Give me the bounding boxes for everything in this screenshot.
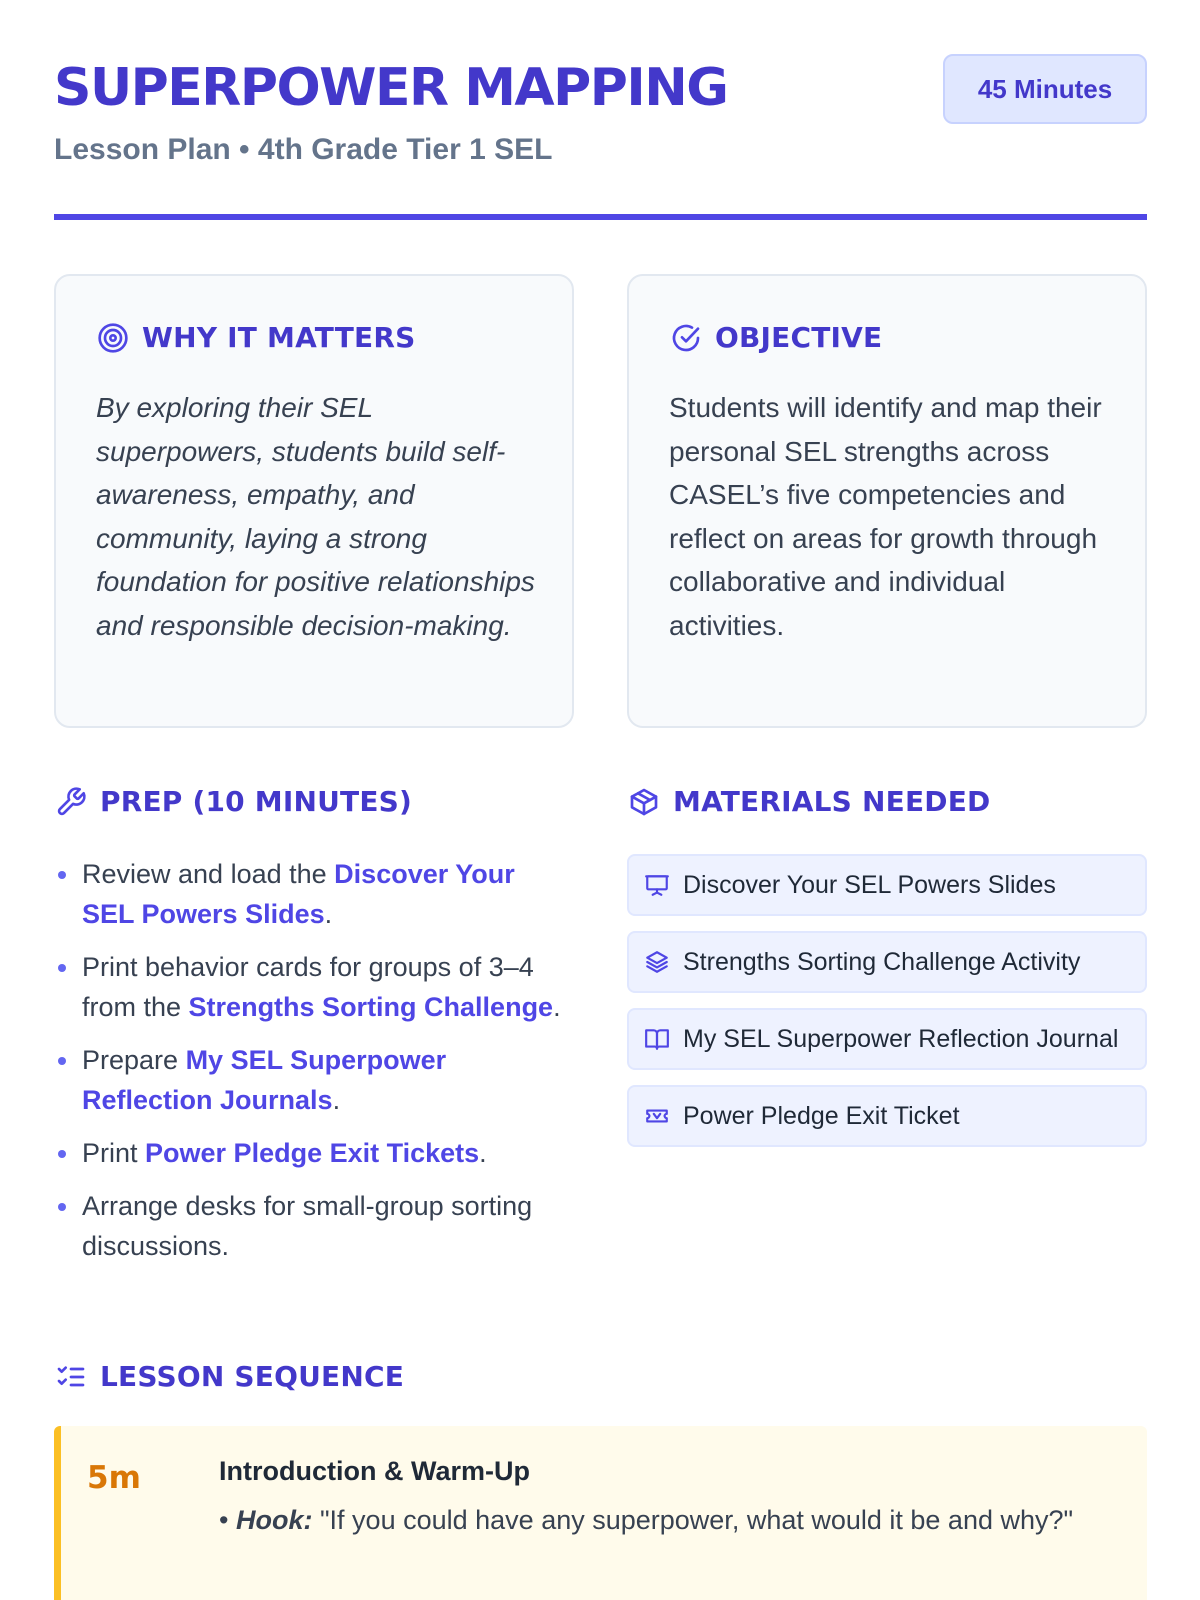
objective-title: OBJECTIVE: [715, 321, 883, 354]
hook-label: Hook:: [235, 1505, 313, 1535]
materials-title: MATERIALS NEEDED: [673, 785, 991, 818]
materials-header: [627, 780, 1147, 824]
prep-item: [54, 1040, 574, 1120]
materials-section: [627, 780, 1147, 1162]
objective-card: [627, 274, 1147, 728]
prep-item-text: Review and load the: [82, 859, 335, 889]
prep-item-link[interactable]: Strengths Sorting Challenge: [188, 992, 554, 1022]
header-divider: [54, 214, 1147, 220]
objective-text: Students will identify and map their personal SEL strengths across CASEL’s five competencies and reflect on areas for growth through collaborative and individual activities.: [669, 392, 1102, 641]
prep-list: [54, 854, 574, 1266]
layers-icon: [643, 948, 671, 976]
why-it-matters-card: [54, 274, 574, 728]
step-hook: • Hook: "If you could have any superpower, what would it be and why?": [219, 1505, 1074, 1535]
prep-item-link[interactable]: My SEL Superpower Reflection Journals: [82, 1045, 447, 1115]
duration-badge: 45 Minutes: [943, 54, 1147, 124]
target-icon: [96, 321, 130, 355]
materials-list: [627, 854, 1147, 1147]
check-circle-icon: [669, 321, 703, 355]
book-icon: [643, 1025, 671, 1053]
step-title: Introduction & Warm-Up: [219, 1456, 530, 1486]
material-label: Power Pledge Exit Ticket: [683, 1101, 960, 1130]
prep-item: [54, 947, 574, 1027]
prep-header: [54, 780, 574, 824]
header: [54, 54, 1147, 220]
presentation-icon: [643, 871, 671, 899]
prep-item-link[interactable]: Power Pledge Exit Tickets: [145, 1138, 480, 1168]
material-label: My SEL Superpower Reflection Journal: [683, 1024, 1119, 1053]
box-icon: [627, 785, 661, 819]
prep-item-text: Print behavior cards for groups of 3–4 from the: [82, 952, 534, 1022]
prep-item: [54, 1186, 574, 1266]
prep-item-text: Arrange desks for small-group sorting discussions.: [82, 1191, 533, 1261]
prep-item: [54, 854, 574, 934]
lesson-sequence-section: [54, 1355, 1147, 1535]
objective-header: [669, 320, 882, 356]
why-it-matters-text: By exploring their SEL superpowers, students build self-awareness, empathy, and community, laying a strong foundation for positive relationships and responsible decision-making.: [96, 392, 535, 641]
prep-item-text: Prepare: [82, 1045, 186, 1075]
step-time: 5m: [87, 1460, 141, 1496]
material-item[interactable]: [627, 931, 1147, 993]
prep-item-link[interactable]: Discover Your SEL Powers Slides: [82, 859, 515, 929]
page-subtitle: Lesson Plan • 4th Grade Tier 1 SEL: [54, 133, 553, 166]
lesson-sequence-title: LESSON SEQUENCE: [100, 1360, 405, 1393]
ticket-icon: [643, 1102, 671, 1130]
hook-text: "If you could have any superpower, what would it be and why?": [312, 1505, 1074, 1535]
material-item[interactable]: [627, 1008, 1147, 1070]
prep-item-text: Print: [82, 1138, 146, 1168]
prep-item-punct: .: [479, 1138, 487, 1168]
material-label: Discover Your SEL Powers Slides: [683, 870, 1056, 899]
lesson-sequence-header: [54, 1355, 1147, 1399]
prep-item-punct: .: [332, 1085, 341, 1115]
sequence-step: [54, 1426, 1147, 1600]
wrench-icon: [54, 785, 88, 819]
prep-section: [54, 780, 574, 1279]
prep-title: PREP (10 MINUTES): [100, 785, 413, 818]
why-it-matters-header: [96, 320, 415, 356]
prep-item-punct: .: [553, 992, 561, 1022]
prep-item-punct: .: [324, 899, 333, 929]
list-checks-icon: [54, 1360, 88, 1394]
material-item[interactable]: [627, 1085, 1147, 1147]
why-it-matters-title: WHY IT MATTERS: [142, 321, 416, 354]
prep-item: [54, 1133, 574, 1173]
material-label: Strengths Sorting Challenge Activity: [683, 947, 1081, 976]
page-title: SUPERPOWER MAPPING: [54, 58, 728, 118]
lesson-plan-page: [54, 0, 1147, 1600]
material-item[interactable]: [627, 854, 1147, 916]
